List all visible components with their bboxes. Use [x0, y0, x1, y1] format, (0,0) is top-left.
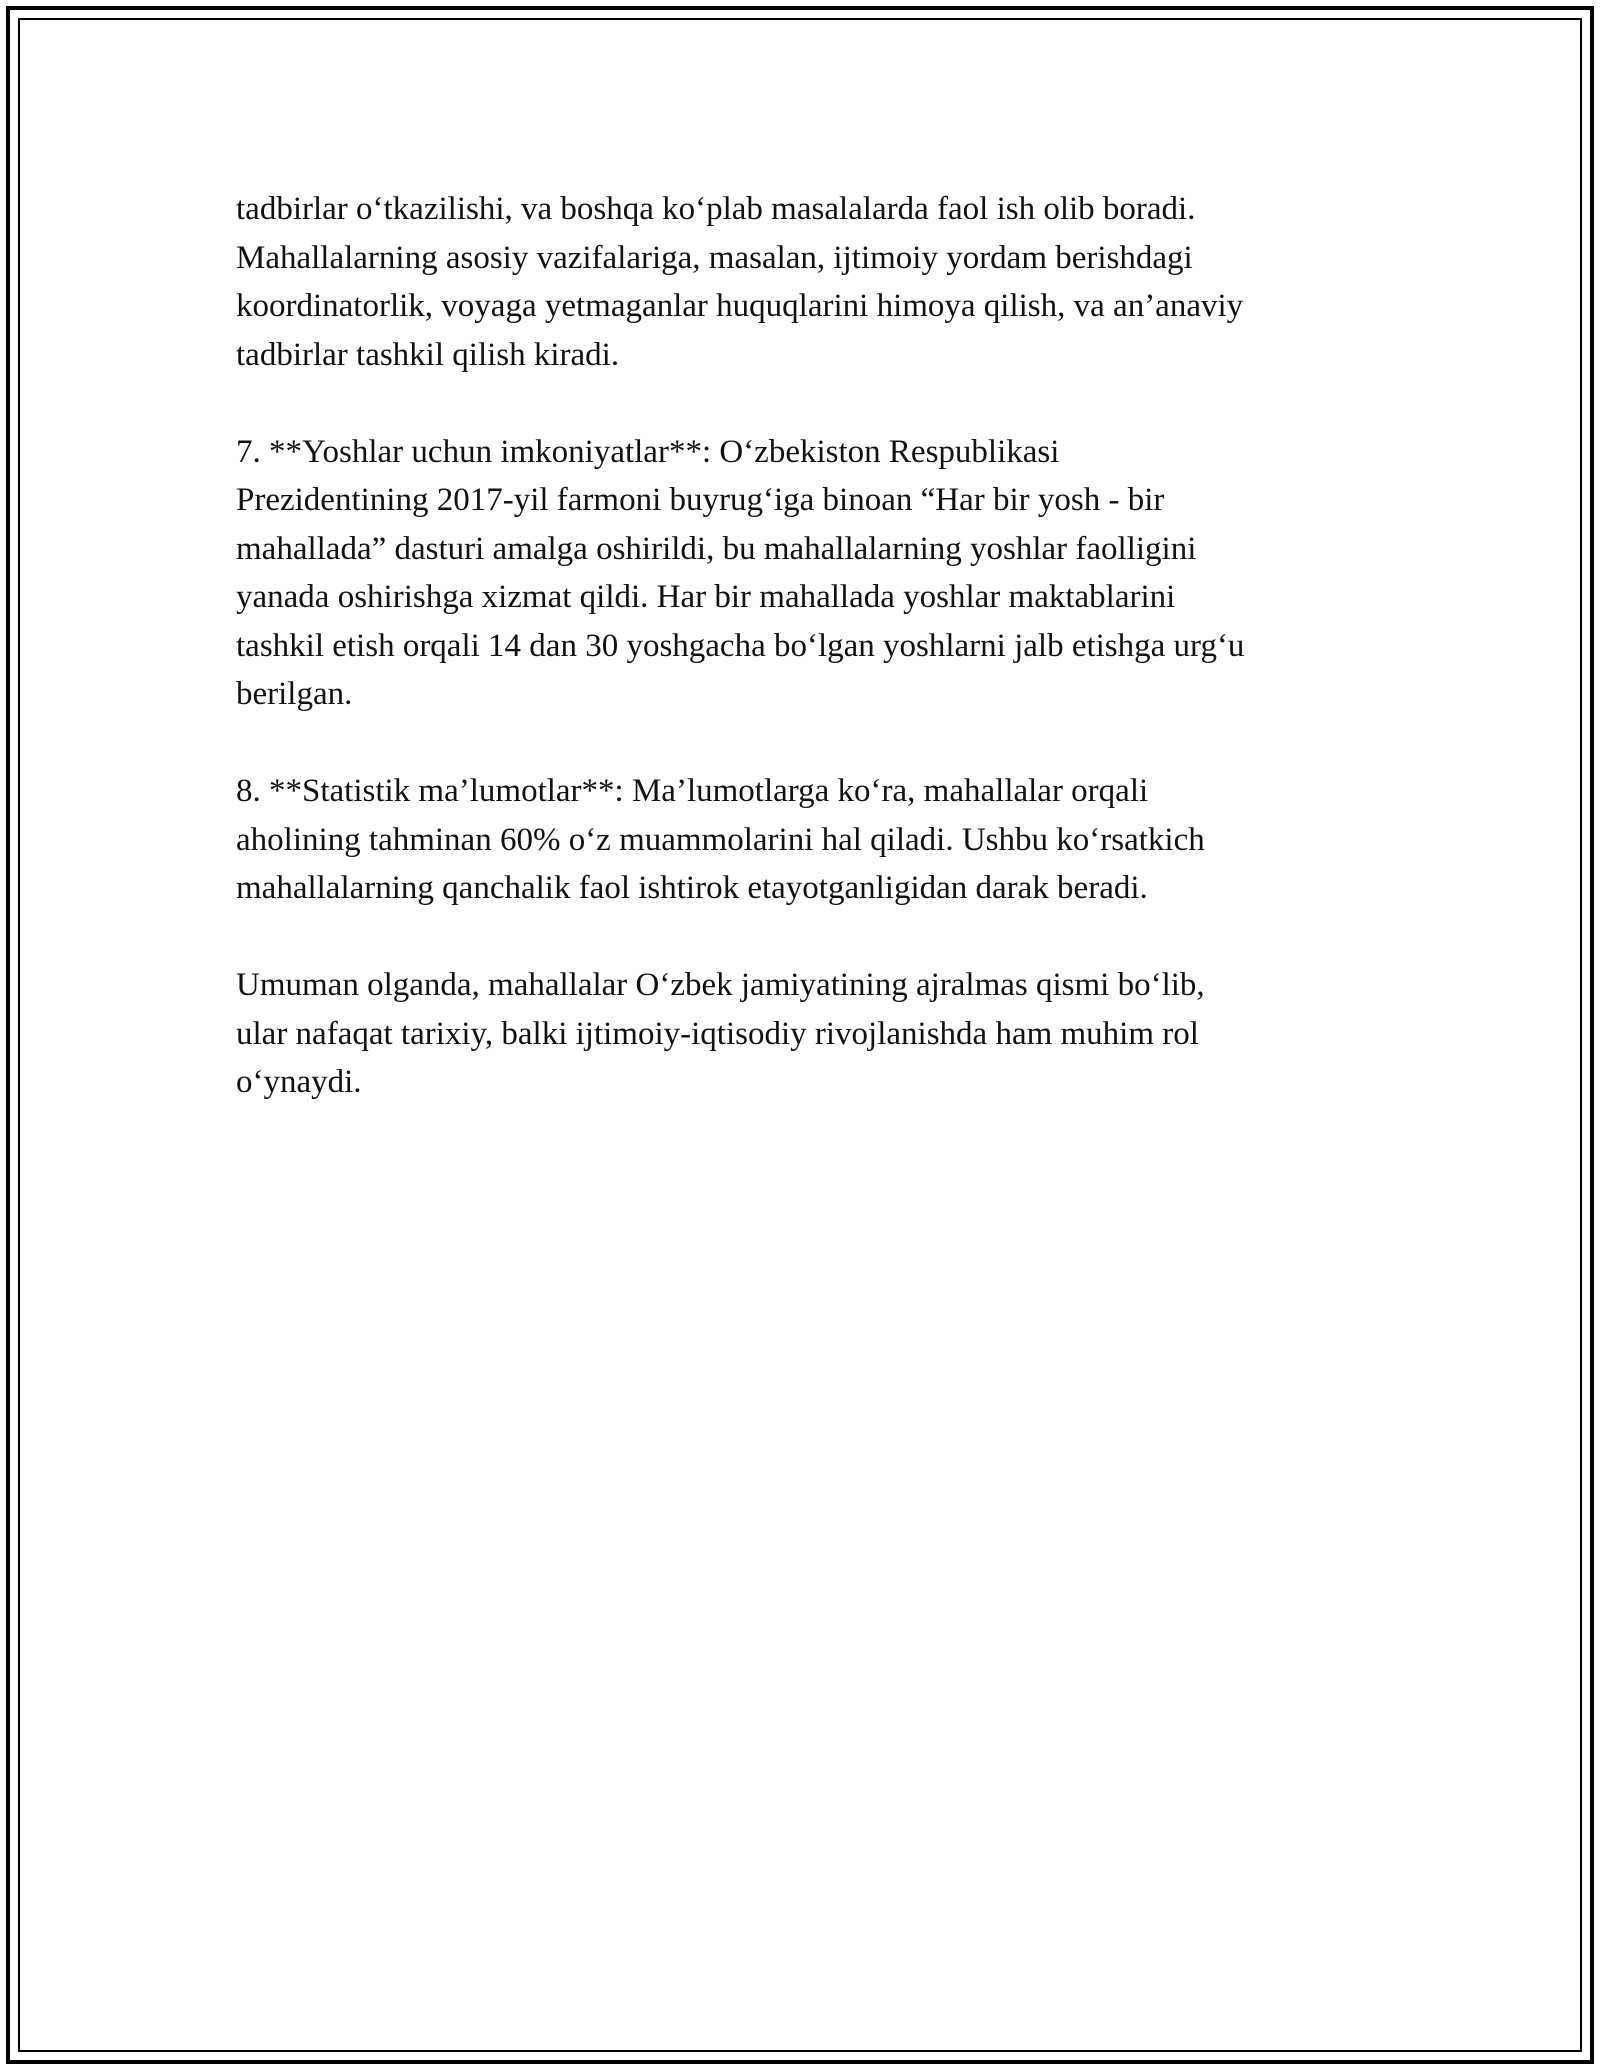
- paragraph-statistics: 8. **Statistik ma’lumotlar**: Ma’lumotlarga ko‘ra, mahallalar orqali aholining tahminan 60% o‘z muammolarini hal qiladi. Ushbu ko‘rsatkich mahallalarning qanchalik faol ishtirok etayotganligidan darak beradi.: [236, 773, 1205, 906]
- paragraph-conclusion: Umuman olganda, mahallalar O‘zbek jamiyatining ajralmas qismi bo‘lib, ular nafaqat tarixiy, balki ijtimoiy-iqtisodiy rivojlanishda ham muhim rol o‘ynaydi.: [236, 967, 1205, 1100]
- document-body: [236, 185, 1386, 1155]
- paragraph-mahalla-tasks: tadbirlar o‘tkazilishi, va boshqa ko‘plab masalalarda faol ish olib boradi. Mahallalarning asosiy vazifalariga, masalan, ijtimoiy yordam berishdagi koordinatorlik, voyaga yetmaganlar huquqlarini himoya qilish, va an’anaviy tadbirlar tashkil qilish kiradi.: [236, 191, 1244, 373]
- paragraph-youth-opportunities: 7. **Yoshlar uchun imkoniyatlar**: O‘zbekiston Respublikasi Prezidentining 2017-yil farmoni buyrug‘iga binoan “Har bir yosh - bir mahallada” dasturi amalga oshirildi, bu mahallalarning yoshlar faolligini yanada oshirishga xizmat qildi. Har bir mahallada yoshlar maktablarini tashkil etish orqali 14 dan 30 yoshgacha bo‘lgan yoshlarni jalb etishga urg‘u berilgan.: [236, 433, 1245, 712]
